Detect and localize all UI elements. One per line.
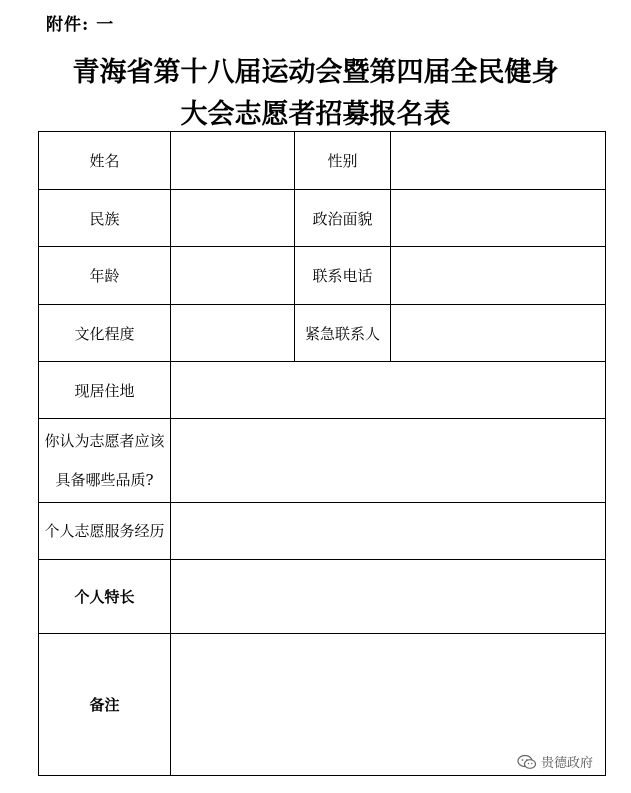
address-field[interactable] bbox=[171, 362, 606, 419]
name-label: 姓名 bbox=[39, 132, 171, 190]
specialty-field[interactable] bbox=[171, 560, 606, 634]
row-qualities bbox=[39, 419, 606, 503]
row-ethnicity-political bbox=[39, 190, 606, 247]
qualities-label-line-2: 具备哪些品质? bbox=[55, 470, 154, 489]
specialty-label: 个人特长 bbox=[39, 560, 171, 634]
experience-label: 个人志愿服务经历 bbox=[39, 503, 171, 560]
education-label: 文化程度 bbox=[39, 305, 171, 362]
experience-field[interactable] bbox=[171, 503, 606, 560]
political-status-field[interactable] bbox=[391, 190, 606, 247]
row-age-phone bbox=[39, 247, 606, 305]
attachment-label: 附件: 一 bbox=[46, 15, 115, 35]
remarks-label: 备注 bbox=[39, 634, 171, 776]
phone-field[interactable] bbox=[391, 247, 606, 305]
wechat-icon bbox=[517, 754, 537, 770]
emergency-contact-field[interactable] bbox=[391, 305, 606, 362]
form-title-line-1: 青海省第十八届运动会暨第四届全民健身 bbox=[72, 57, 559, 88]
registration-form-table bbox=[38, 131, 606, 776]
education-field[interactable] bbox=[171, 305, 295, 362]
row-name-gender bbox=[39, 132, 606, 190]
row-education-emergency bbox=[39, 305, 606, 362]
address-label: 现居住地 bbox=[39, 362, 171, 419]
watermark-text: 贵德政府 bbox=[541, 756, 594, 771]
watermark bbox=[517, 752, 593, 771]
phone-label: 联系电话 bbox=[295, 247, 391, 305]
name-field[interactable] bbox=[171, 132, 295, 190]
political-status-label: 政治面貌 bbox=[295, 190, 391, 247]
row-address bbox=[39, 362, 606, 419]
emergency-contact-label: 紧急联系人 bbox=[295, 305, 391, 362]
form-title-line-2: 大会志愿者招募报名表 bbox=[180, 99, 451, 130]
row-experience bbox=[39, 503, 606, 560]
qualities-label bbox=[39, 419, 171, 503]
row-specialty bbox=[39, 560, 606, 634]
qualities-field[interactable] bbox=[171, 419, 606, 503]
qualities-label-line-1: 你认为志愿者应该 bbox=[44, 431, 165, 450]
ethnicity-label: 民族 bbox=[39, 190, 171, 247]
age-label: 年龄 bbox=[39, 247, 171, 305]
gender-field[interactable] bbox=[391, 132, 606, 190]
age-field[interactable] bbox=[171, 247, 295, 305]
gender-label: 性别 bbox=[295, 132, 391, 190]
ethnicity-field[interactable] bbox=[171, 190, 295, 247]
